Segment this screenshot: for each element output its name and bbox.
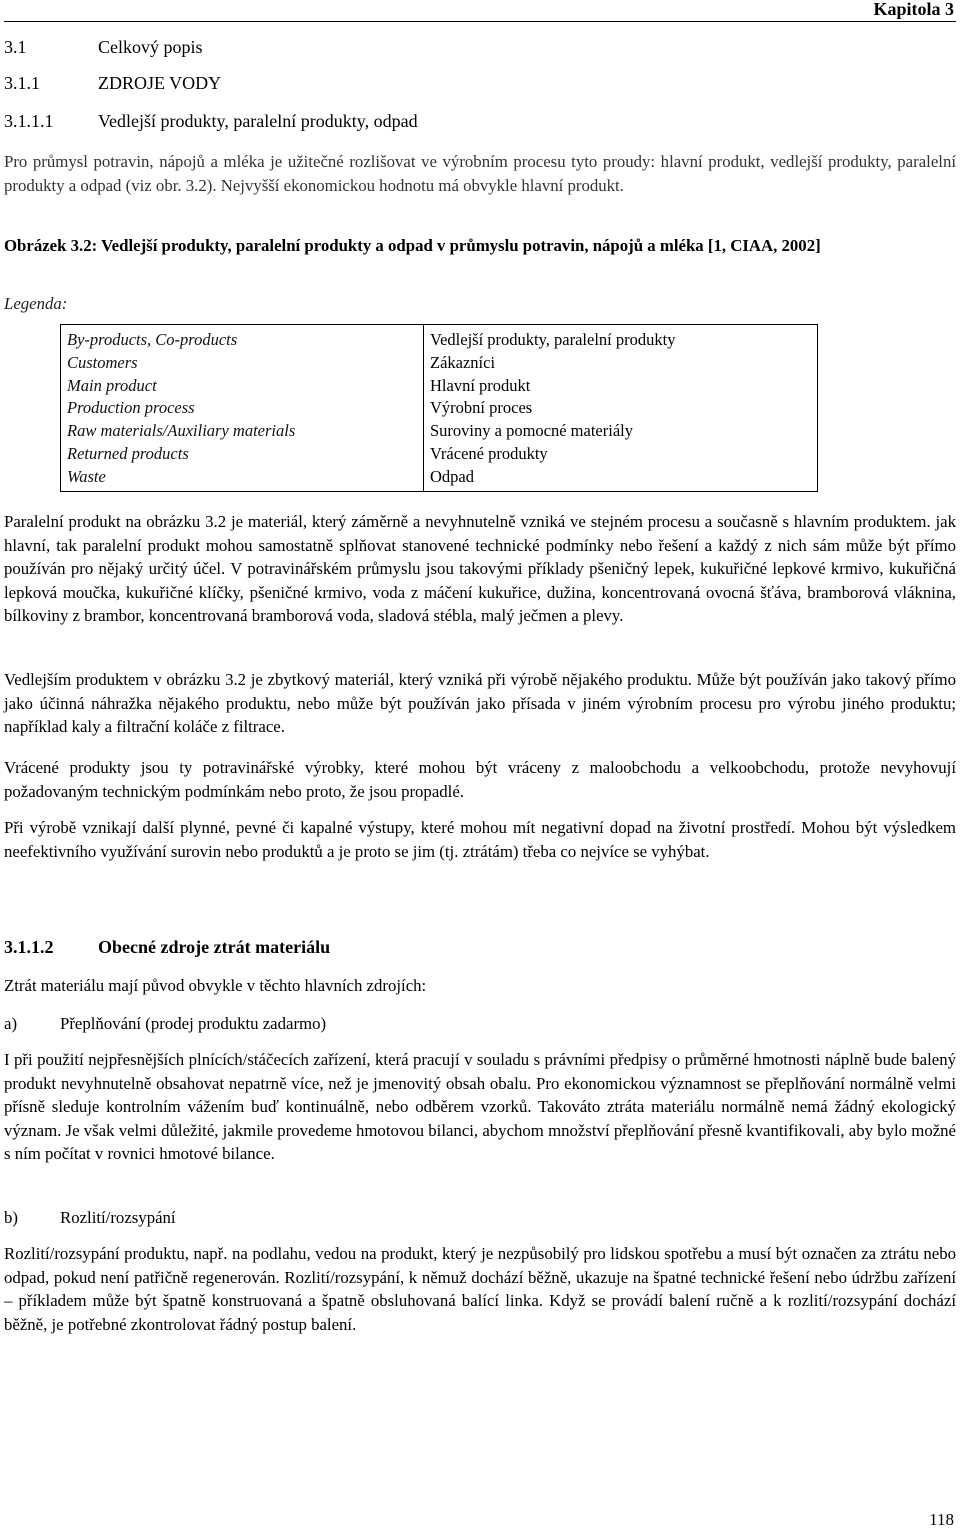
list-item-b <box>4 1206 176 1230</box>
heading-3-1 <box>4 36 203 60</box>
document-page <box>4 0 956 1537</box>
heading-number: 3.1.1 <box>4 73 40 93</box>
legend-en: Raw materials/Auxiliary materials <box>67 421 296 441</box>
legend-cz: Suroviny a pomocné materiály <box>424 420 818 443</box>
legend-label: Legenda: <box>4 294 68 313</box>
legend-en: Waste <box>67 466 106 486</box>
legend-row <box>61 466 818 491</box>
legend-cz: Výrobní proces <box>424 397 818 420</box>
heading-title: Celkový popis <box>98 37 203 57</box>
legend-en: Returned products <box>67 443 189 463</box>
legend-cz: Zákazníci <box>424 352 818 375</box>
paragraph-spillage: Rozlití/rozsypání produktu, např. na podlahu, vedou na produkt, který je nezpůsobilý pro lidskou spotřebu a musí být označen za ztrátu nebo odpad, pokud není patřičně regenerován. Rozlití/rozsypání, k němuž dochází běžně, ukazuje na špatné technické řešení nebo údržbu zařízení – příkladem může být špatně konstruovaná a špatně obsluhovaná balící linka. Když se provádí balení ručně a k rozlití/rozsypání dochází běžně, je potřebné zkontrolovat řádný postup balení. <box>4 1244 956 1334</box>
legend-row <box>61 420 818 443</box>
legend-table <box>60 324 818 492</box>
list-marker: b) <box>4 1208 18 1227</box>
paragraph-returned: Vrácené produkty jsou ty potravinářské výrobky, které mohou být vráceny z maloobchodu a velkoobchodu, protože nevyhovují požadovaným technickým podmínkám nebo proto, že jsou propadlé. <box>4 758 956 801</box>
legend-row <box>61 352 818 375</box>
chapter-header: Kapitola 3 <box>873 0 954 19</box>
paragraph-co-product: Paralelní produkt na obrázku 3.2 je materiál, který záměrně a nevyhnutelně vzniká ve stejném procesu a současně s hlavním produktem. jak hlavní, tak paralelní produkt mohou samostatně splňovat stanovené technické podmínky nebo řešení a každý z nich sám může být přímo používán pro nějaký určitý účel. V potravinářském průmyslu jsou takovými příklady pšeničný lepek, kukuřičné lepkové krmivo, kukuřičná lepková moučka, kukuřičné klíčky, pšeničné krmivo, voda z máčení kukuřice, dužina, koncentrovaná ovocná šťáva, bramborová vláknina, bílkoviny z brambor, koncentrovaná bramborová voda, sladová stébla, malý ječmen a plevy. <box>4 512 956 625</box>
heading-title: ZDROJE VODY <box>98 73 222 93</box>
legend-row <box>61 397 818 420</box>
heading-3-1-1 <box>4 72 221 96</box>
legend-cz: Odpad <box>424 466 818 491</box>
legend-en: Production process <box>67 398 195 418</box>
legend-cz: Vrácené produkty <box>424 443 818 466</box>
heading-3-1-1-1 <box>4 110 418 134</box>
legend-row <box>61 375 818 398</box>
list-marker: a) <box>4 1014 18 1033</box>
list-item-a <box>4 1012 326 1036</box>
heading-3-1-1-2 <box>4 936 330 960</box>
legend-cz: Vedlejší produkty, paralelní produkty <box>424 325 818 352</box>
heading-number: 3.1.1.2 <box>4 937 54 957</box>
header-rule <box>4 21 956 22</box>
paragraph-by-product: Vedlejším produktem v obrázku 3.2 je zbytkový materiál, který vzniká při výrobě nějakého produktu. Může být používán jako takový přímo jako účinná náhražka nějakého produktu, nebo může být používán jako přísada v jiném výrobním procesu pro výrobu jiného produktu; například kaly a filtrační koláče z filtrace. <box>4 670 956 736</box>
paragraph-emissions: Při výrobě vznikají další plynné, pevné či kapalné výstupy, které mohou mít negativní dopad na životní prostředí. Mohou být výsledkem neefektivního využívání surovin nebo produktů a je proto se jim (tj. ztrátám) třeba co nejvíce se vyhýbat. <box>4 818 956 861</box>
legend-en: Customers <box>67 352 138 372</box>
legend-cz: Hlavní produkt <box>424 375 818 398</box>
paragraph-overfill: I při použití nejpřesnějších plnících/stáčecích zařízení, která pracují v souladu s právními předpisy o průměrné hmotnosti náplně bude balený produkt nevyhnutelně obsahovat nepatrně více, než je jmenovitý obsah obalu. Pro ekonomickou významnost se přeplňování normálně velmi přísně sleduje kontrolním vážením buď kontinuálně, nebo odběrem vzorků. Takováto ztráta materiálu normálně nemá žádný ekologický význam. Je však velmi důležité, jakmile provedeme hmotovou bilanci, abychom množství přeplňování přesně kvantifikovali, aby bylo možné s ním počítat v rovnici hmotové bilance. <box>4 1050 956 1163</box>
losses-intro: Ztrát materiálu mají původ obvykle v těchto hlavních zdrojích: <box>4 976 427 995</box>
legend-row <box>61 325 818 352</box>
legend-row <box>61 443 818 466</box>
list-item-title: Rozlití/rozsypání <box>60 1208 176 1227</box>
page-number: 118 <box>929 1510 954 1529</box>
heading-number: 3.1.1.1 <box>4 111 54 131</box>
legend-en: Main product <box>67 375 157 395</box>
heading-title: Obecné zdroje ztrát materiálu <box>98 937 331 957</box>
intro-paragraph: Pro průmysl potravin, nápojů a mléka je užitečné rozlišovat ve výrobním procesu tyto proudy: hlavní produkt, vedlejší produkty, paralelní produkty a odpad (viz obr. 3.2). Nejvyšší ekonomickou hodnotu má obvykle hlavní produkt. <box>4 152 956 195</box>
heading-number: 3.1 <box>4 37 27 57</box>
list-item-title: Přeplňování (prodej produktu zadarmo) <box>60 1014 327 1033</box>
figure-caption: Obrázek 3.2: Vedlejší produkty, paralelní produkty a odpad v průmyslu potravin, nápojů a mléka [1, CIAA, 2002] <box>4 236 821 255</box>
legend-en: By-products, Co-products <box>67 330 238 349</box>
heading-title: Vedlejší produkty, paralelní produkty, odpad <box>98 111 418 131</box>
